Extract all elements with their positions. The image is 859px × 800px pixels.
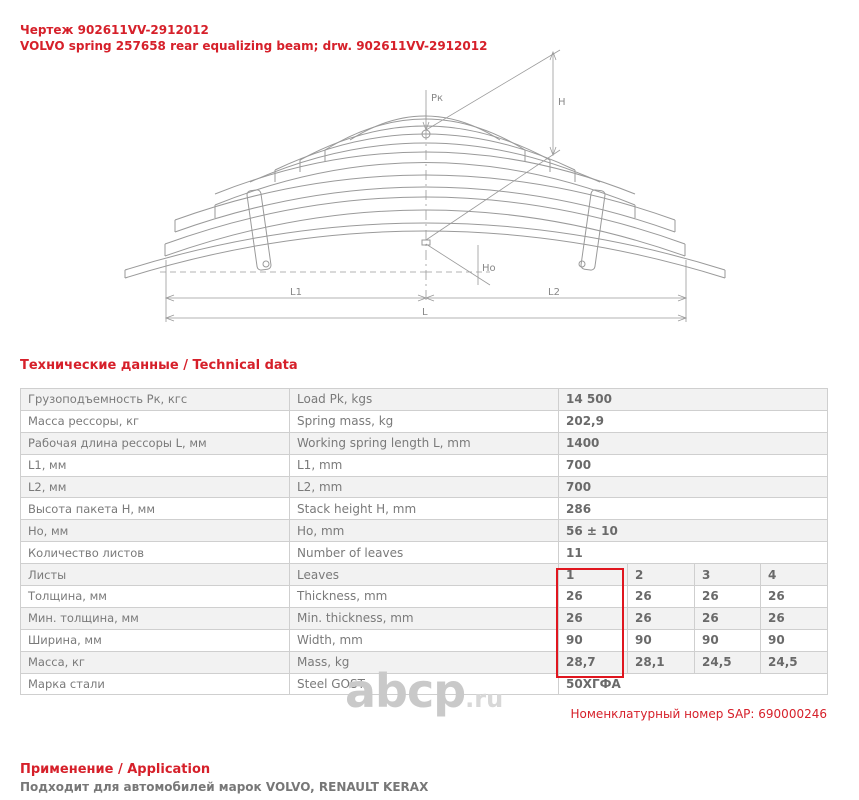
param-value-leaf-1: 1 [559, 564, 628, 586]
param-value-leaf-4: 4 [761, 564, 828, 586]
h-label: H [558, 97, 566, 108]
param-value: 11 [559, 542, 828, 564]
leaf-1-highlight-box [556, 568, 624, 678]
param-name-en: Mass, kg [290, 651, 559, 673]
param-value: 700 [559, 454, 828, 476]
param-value-leaf-3: 3 [695, 564, 761, 586]
technical-data-table [20, 388, 828, 695]
param-name-ru: Ширина, мм [21, 629, 290, 651]
table-row [21, 564, 828, 586]
param-name-ru: Марка стали [21, 673, 290, 695]
l-label: L [422, 307, 428, 318]
param-value-leaf-4: 24,5 [761, 651, 828, 673]
param-name-en: Stack height H, mm [290, 498, 559, 520]
watermark-suffix: .ru [465, 685, 504, 713]
param-value-leaf-1: 28,7 [559, 651, 628, 673]
param-name-ru: Грузоподъемность Pк, кгс [21, 389, 290, 411]
drawing-title-en: VOLVO spring 257658 rear equalizing beam; drw. 902611VV-2912012 [20, 39, 488, 53]
param-name-en: Load Pk, kgs [290, 389, 559, 411]
param-value-leaf-2: 26 [628, 586, 695, 608]
param-name-ru: Масса, кг [21, 651, 290, 673]
param-name-ru: Рабочая длина рессоры L, мм [21, 432, 290, 454]
param-value-leaf-2: 2 [628, 564, 695, 586]
param-name-ru: Ho, мм [21, 520, 290, 542]
table-row [21, 432, 828, 454]
param-value-leaf-1: 90 [559, 629, 628, 651]
table-row [21, 520, 828, 542]
param-value: 56 ± 10 [559, 520, 828, 542]
leaf-spring-drawing [100, 40, 760, 330]
sap-number: Номенклатурный номер SAP: 690000246 [570, 707, 827, 721]
param-name-en: L2, mm [290, 476, 559, 498]
application-text: Подходит для автомобилей марок VOLVO, RENAULT KERAX [20, 780, 429, 794]
param-value-leaf-4: 26 [761, 586, 828, 608]
param-value-leaf-1: 26 [559, 586, 628, 608]
param-name-en: Number of leaves [290, 542, 559, 564]
param-value: 202,9 [559, 410, 828, 432]
param-name-en: Leaves [290, 564, 559, 586]
param-name-en: Working spring length L, mm [290, 432, 559, 454]
table-row [21, 410, 828, 432]
param-value-leaf-2: 26 [628, 607, 695, 629]
param-name-en: Steel GOST [290, 673, 559, 695]
table-row [21, 454, 828, 476]
param-value: 286 [559, 498, 828, 520]
param-value: 14 500 [559, 389, 828, 411]
table-row [21, 586, 828, 608]
param-value-leaf-3: 90 [695, 629, 761, 651]
param-name-ru: Высота пакета H, мм [21, 498, 290, 520]
param-name-en: Thickness, mm [290, 586, 559, 608]
param-value-leaf-2: 90 [628, 629, 695, 651]
table-row [21, 607, 828, 629]
param-name-en: Spring mass, kg [290, 410, 559, 432]
param-name-ru: Толщина, мм [21, 586, 290, 608]
l2-label: L2 [548, 287, 560, 298]
table-row [21, 389, 828, 411]
param-value-leaf-3: 26 [695, 607, 761, 629]
table-row [21, 498, 828, 520]
ho-label: Ho [482, 263, 496, 274]
param-value: 1400 [559, 432, 828, 454]
param-name-ru: Мин. толщина, мм [21, 607, 290, 629]
pk-label: Pк [431, 93, 444, 104]
param-value-leaf-1: 26 [559, 607, 628, 629]
watermark-main: abcp [345, 664, 466, 718]
param-name-en: L1, mm [290, 454, 559, 476]
l1-label: L1 [290, 287, 302, 298]
param-value: 50ХГФА [559, 673, 828, 695]
table-row [21, 542, 828, 564]
application-heading: Применение / Application [20, 762, 211, 777]
param-name-ru: L2, мм [21, 476, 290, 498]
param-name-ru: Листы [21, 564, 290, 586]
abcp-watermark-logo [345, 664, 503, 718]
param-name-ru: Количество листов [21, 542, 290, 564]
technical-data-heading: Технические данные / Technical data [20, 358, 298, 373]
param-name-en: Min. thickness, mm [290, 607, 559, 629]
param-value-leaf-4: 90 [761, 629, 828, 651]
param-name-en: Width, mm [290, 629, 559, 651]
table-row [21, 476, 828, 498]
param-value-leaf-4: 26 [761, 607, 828, 629]
param-name-ru: L1, мм [21, 454, 290, 476]
param-name-ru: Масса рессоры, кг [21, 410, 290, 432]
table-row [21, 629, 828, 651]
param-value: 700 [559, 476, 828, 498]
param-name-en: Ho, mm [290, 520, 559, 542]
param-value-leaf-2: 28,1 [628, 651, 695, 673]
param-value-leaf-3: 24,5 [695, 651, 761, 673]
drawing-title-ru: Чертеж 902611VV-2912012 [20, 23, 209, 37]
param-value-leaf-3: 26 [695, 586, 761, 608]
